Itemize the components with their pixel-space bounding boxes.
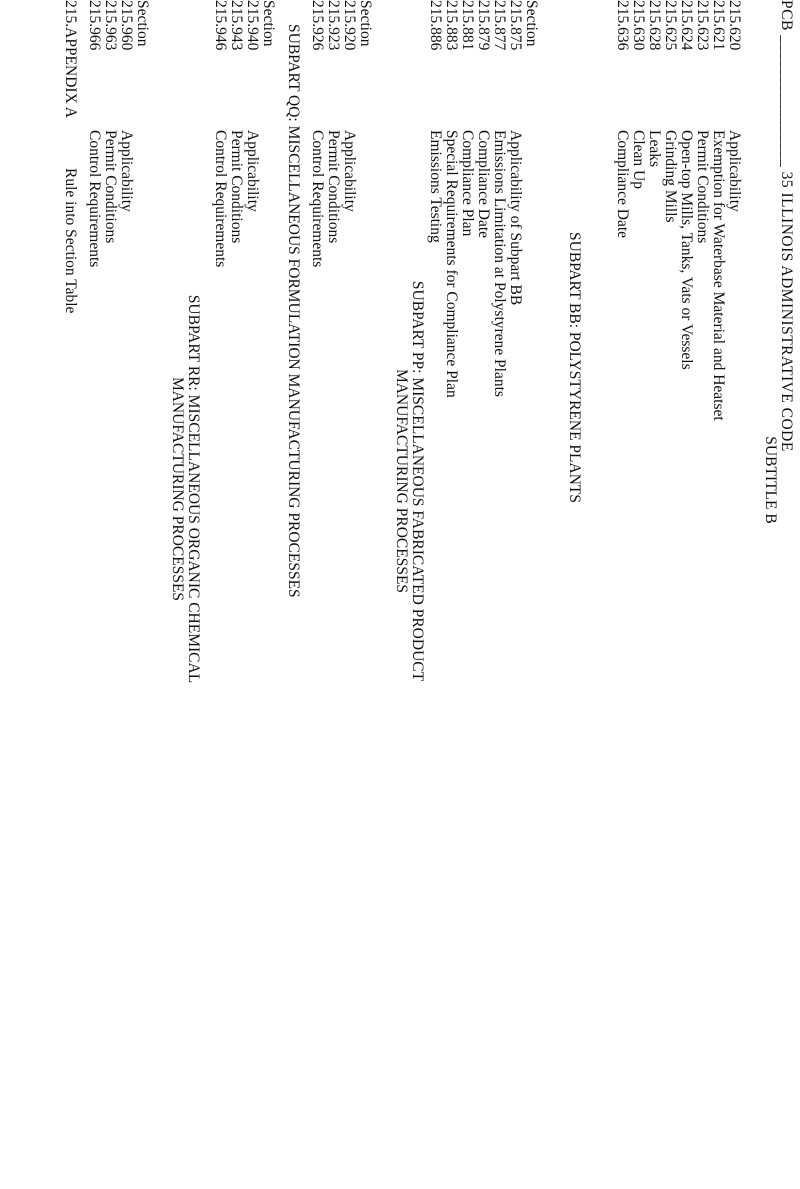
section-title: Applicability <box>726 130 743 212</box>
section-title: Permit Conditions <box>228 130 245 244</box>
section-title: Applicability <box>118 130 135 212</box>
section-column-label: Section <box>134 0 151 47</box>
section-number: 215.943 <box>228 0 245 51</box>
section-column-label: Section <box>357 0 374 47</box>
section-number: 215.923 <box>325 0 342 51</box>
section-number: 215.625 <box>662 0 679 51</box>
section-title: Control Requirements <box>86 130 103 268</box>
subpart-qq-heading: SUBPART QQ: MISCELLANEOUS FORMULATION MANUFACTURING PROCESSES <box>285 24 302 598</box>
subpart-rr-heading: SUBPART RR: MISCELLANEOUS ORGANIC CHEMICAL <box>185 294 202 684</box>
section-number: 215.630 <box>630 0 647 51</box>
section-title: Applicability <box>341 130 358 212</box>
header-line <box>778 0 794 452</box>
section-title: Emissions Testing <box>427 130 444 243</box>
section-number: 215.963 <box>102 0 119 51</box>
section-title: Permit Conditions <box>694 130 711 244</box>
section-number: 215.628 <box>646 0 663 51</box>
section-title: Permit Conditions <box>102 130 119 244</box>
header-title: 35 ILLINOIS ADMINISTRATIVE CODE <box>778 171 795 452</box>
section-column-label: Section <box>523 0 540 47</box>
header-subtitle: SUBTITLE B <box>762 436 779 524</box>
section-title: Control Requirements <box>309 130 326 268</box>
section-number: 215.636 <box>614 0 631 51</box>
section-title: Open-top Mills, Tanks, Vats or Vessels <box>678 130 695 370</box>
section-number: 215.883 <box>443 0 460 51</box>
section-number: 215.886 <box>427 0 444 51</box>
section-number: 215.875 <box>507 0 524 51</box>
appendix-number: 215.APPENDIX A <box>62 0 79 118</box>
section-number: 215.620 <box>726 0 743 51</box>
section-title: Emissions Limitation at Polystyrene Plants <box>491 130 508 397</box>
section-number: 215.940 <box>244 0 261 51</box>
section-title: Applicability of Subpart BB <box>507 130 524 306</box>
section-number: 215.879 <box>475 0 492 51</box>
section-title: Applicability <box>244 130 261 212</box>
appendix-title: Rule into Section Table <box>62 168 79 314</box>
section-number: 215.623 <box>694 0 711 51</box>
section-title: Leaks <box>646 130 663 168</box>
header-rule: ________________ <box>778 35 795 168</box>
section-number: 215.926 <box>309 0 326 51</box>
section-number: 215.877 <box>491 0 508 51</box>
subpart-bb-heading: SUBPART BB: POLYSTYRENE PLANTS <box>566 232 583 503</box>
section-number: 215.960 <box>118 0 135 51</box>
section-title: Compliance Date <box>614 130 631 239</box>
section-title: Permit Conditions <box>325 130 342 244</box>
header-source: PCB <box>778 0 795 31</box>
section-number: 215.881 <box>459 0 476 51</box>
subpart-pp-heading: SUBPART PP: MISCELLANEOUS FABRICATED PRODUCT <box>409 280 426 682</box>
section-number: 215.946 <box>212 0 229 51</box>
section-number: 215.621 <box>710 0 727 51</box>
section-title: Clean Up <box>630 130 647 189</box>
section-title: Special Requirements for Compliance Plan <box>443 130 460 398</box>
section-title: Compliance Date <box>475 130 492 239</box>
section-title: Exemption for Waterbase Material and Heatset <box>710 130 727 421</box>
section-title: Grinding Mills <box>662 130 679 223</box>
section-column-label: Section <box>260 0 277 47</box>
section-number: 215.966 <box>86 0 103 51</box>
subpart-rr-heading-cont: MANUFACTURING PROCESSES <box>169 376 186 602</box>
section-title: Control Requirements <box>212 130 229 268</box>
section-number: 215.624 <box>678 0 695 51</box>
section-number: 215.920 <box>341 0 358 51</box>
subpart-pp-heading-cont: MANUFACTURING PROCESSES <box>393 368 410 594</box>
section-title: Compliance Plan <box>459 130 476 237</box>
